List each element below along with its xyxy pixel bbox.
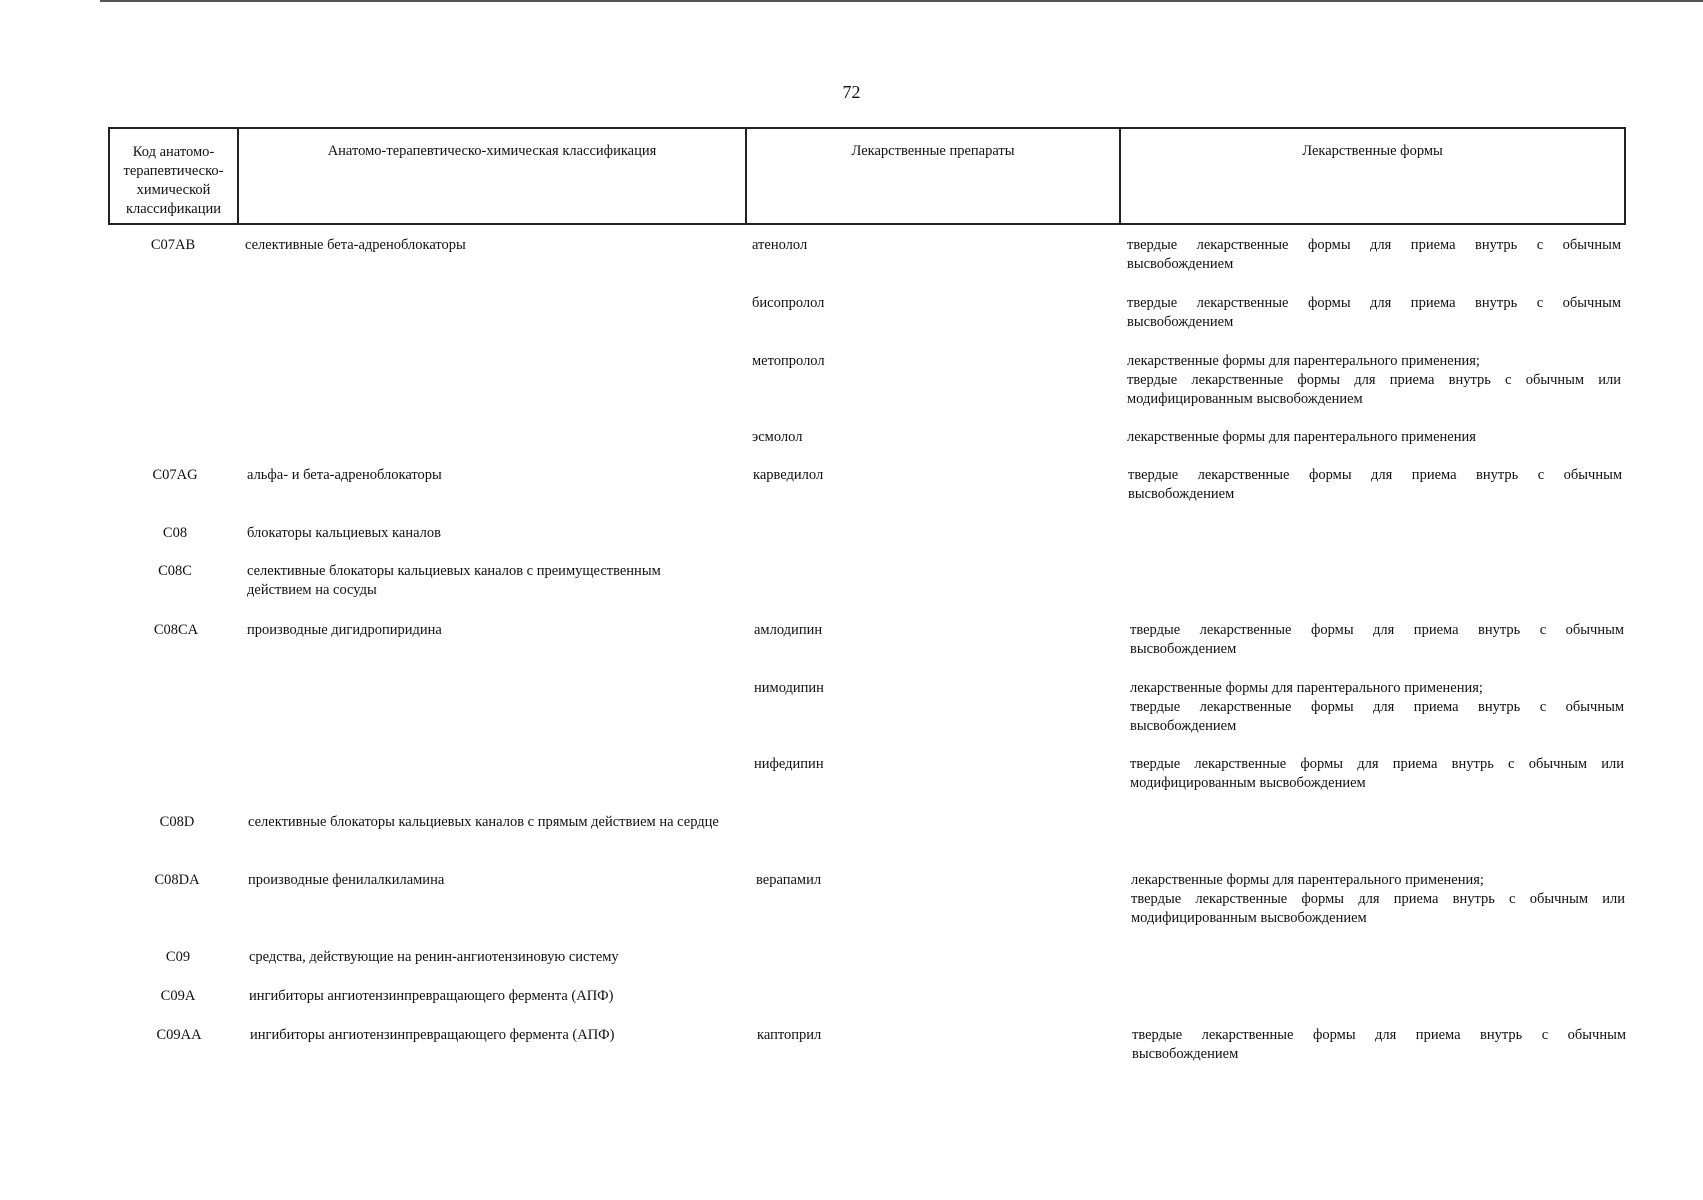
dosage-form-line: твердые лекарственные формы для приема внутрь с обычным [1130, 699, 1624, 715]
dosage-form-line: твердые лекарственные формы для приема внутрь с обычным [1132, 1027, 1626, 1043]
atc-class-name: селективные бета-адреноблокаторы [245, 237, 466, 253]
dosage-forms [1128, 466, 1622, 504]
atc-code: C09A [160, 988, 196, 1004]
dosage-forms [1130, 679, 1624, 736]
atc-code: C07AG [152, 467, 198, 483]
dosage-form-line: твердые лекарственные формы для приема внутрь с обычным или [1127, 372, 1621, 388]
dosage-form-line: твердые лекарственные формы для приема внутрь с обычным или [1130, 756, 1624, 772]
atc-code: C08D [159, 814, 195, 830]
dosage-form-line: высвобождением [1127, 256, 1234, 272]
atc-class-name: производные фенилалкиламина [248, 872, 445, 888]
atc-class-name: блокаторы кальциевых каналов [247, 525, 441, 541]
dosage-form-line: твердые лекарственные формы для приема внутрь с обычным [1128, 467, 1622, 483]
header-atc-column: Анатомо-терапевтическо-химическая классификация [238, 128, 746, 224]
atc-class-name: селективные блокаторы кальциевых каналов с прямым действием на сердце [248, 814, 719, 830]
dosage-forms [1131, 871, 1625, 928]
atc-class-name: ингибиторы ангиотензинпревращающего фермента (АПФ) [249, 988, 614, 1004]
drug-name: нимодипин [754, 680, 824, 696]
dosage-form-line: высвобождением [1130, 641, 1237, 657]
atc-code: C09AA [156, 1027, 202, 1043]
page-number: 72 [842, 82, 861, 102]
dosage-form-line: твердые лекарственные формы для приема внутрь с обычным [1130, 622, 1624, 638]
dosage-form-line: лекарственные формы для парентерального применения [1127, 429, 1476, 445]
header-drugs-column: Лекарственные препараты [746, 128, 1120, 224]
dosage-form-line: лекарственные формы для парентерального применения; [1131, 872, 1484, 888]
atc-class-name: селективные блокаторы кальциевых каналов с преимущественным действием на сосуды [247, 563, 661, 598]
dosage-form-line: высвобождением [1128, 486, 1235, 502]
atc-code: C08 [162, 525, 188, 541]
drug-name: метопролол [752, 353, 825, 369]
atc-class-name: ингибиторы ангиотензинпревращающего фермента (АПФ) [250, 1027, 615, 1043]
dosage-forms [1132, 1026, 1626, 1064]
atc-class-name: альфа- и бета-адреноблокаторы [247, 467, 442, 483]
dosage-form-line: модифицированным высвобождением [1131, 910, 1367, 926]
atc-code: C08C [158, 563, 192, 579]
drug-name: эсмолол [752, 429, 803, 445]
atc-class-name: производные дигидропиридина [247, 622, 442, 638]
atc-class-name: средства, действующие на ренин-ангиотензиновую систему [249, 949, 619, 965]
drug-name: атенолол [752, 237, 808, 253]
drug-name: каптоприл [757, 1027, 822, 1043]
atc-code: C09 [165, 949, 191, 965]
dosage-form-line: высвобождением [1130, 718, 1237, 734]
dosage-forms [1127, 236, 1621, 274]
drug-name: амлодипин [754, 622, 823, 638]
dosage-form-line: модифицированным высвобождением [1130, 775, 1366, 791]
dosage-form-line: лекарственные формы для парентерального применения; [1130, 680, 1483, 696]
atc-code: C07AB [150, 237, 196, 253]
dosage-forms [1127, 352, 1621, 409]
drug-name: бисопролол [752, 295, 825, 311]
drug-name: карведилол [753, 467, 824, 483]
dosage-form-line: твердые лекарственные формы для приема внутрь с обычным [1127, 295, 1621, 311]
dosage-form-line: высвобождением [1132, 1046, 1239, 1062]
dosage-forms [1127, 428, 1621, 447]
dosage-forms [1130, 621, 1624, 659]
dosage-forms [1130, 755, 1624, 793]
drug-name: верапамил [756, 872, 822, 888]
dosage-form-line: твердые лекарственные формы для приема внутрь с обычным [1127, 237, 1621, 253]
dosage-form-line: модифицированным высвобождением [1127, 391, 1363, 407]
header-code-column: Код анатомо-терапевтическо-химической классификации [109, 128, 238, 224]
atc-code: C08CA [153, 622, 199, 638]
header-forms-column: Лекарственные формы [1120, 128, 1625, 224]
atc-code: C08DA [154, 872, 200, 888]
dosage-form-line: лекарственные формы для парентерального применения; [1127, 353, 1480, 369]
dosage-forms [1127, 294, 1621, 332]
drug-name: нифедипин [754, 756, 824, 772]
dosage-form-line: твердые лекарственные формы для приема внутрь с обычным или [1131, 891, 1625, 907]
dosage-form-line: высвобождением [1127, 314, 1234, 330]
